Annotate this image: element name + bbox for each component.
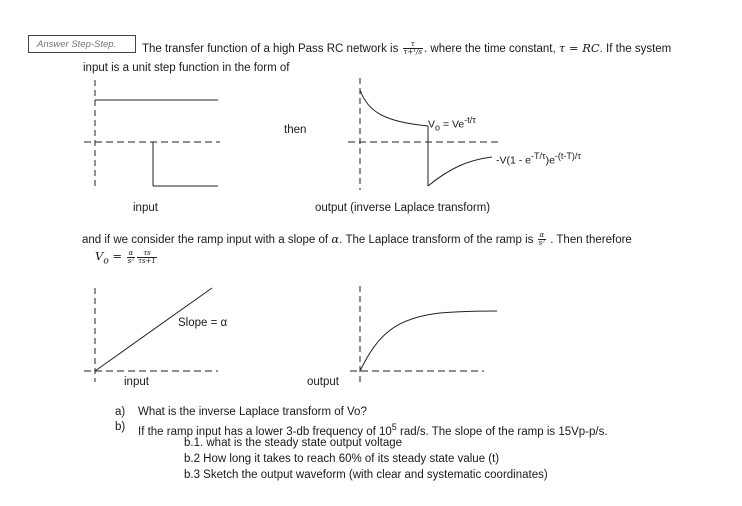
ramp-output-curve [360, 311, 497, 371]
ramp-line-1: and if we consider the ramp input with a slope of α. The Laplace transform of the ramp is $\frac{\alpha}{\text{s²}}$ . Then therefore [82, 231, 632, 248]
then-label: then [284, 124, 307, 136]
ramp-laplace-fraction: $\frac{\alpha}{\text{s²}}$ [538, 231, 546, 248]
vo-formula-label: $V_o = Ve^{-t/\tau}$ [428, 115, 476, 133]
step-input-caption: input [133, 202, 158, 214]
intro-text-1: The transfer function of a high Pass RC network is [142, 43, 402, 55]
question-b-text: If the ramp input has a lower 3-db frequency of $10^5$ rad/s. The slope of the ramp is 15Vp-p/s. [138, 422, 608, 438]
ramp-fraction-2: $\frac{\tau s}{\tau s+1}$ [138, 248, 156, 265]
question-a-text: What is the inverse Laplace transform of Vo? [138, 406, 367, 418]
alpha-symbol: α [331, 232, 340, 246]
intro-text-3: . If the system [599, 43, 672, 55]
tau-equation: τ = RC [558, 41, 600, 55]
intro-text-2: . where the time constant, [424, 43, 559, 55]
ramp-output-equation: $V_o$ = $\frac{\alpha}{\text{s²}}$ $\frac{\tau s}{\tau s+1}$ [95, 248, 156, 267]
ramp-output-caption: output [307, 376, 339, 388]
slope-label: Slope = α [178, 317, 228, 329]
ramp-fraction-1: $\frac{\alpha}{\text{s²}}$ [127, 248, 135, 265]
negative-step-formula-label: $-V(1 - e^{-T/\tau})e^{-(t-T)/\tau}$ [496, 151, 581, 167]
answer-badge: Answer Step-Step. [28, 35, 136, 53]
intro-line-2: input is a unit step function in the form of [83, 62, 290, 74]
transfer-function-fraction: $\frac{\tau}{\text{τ+¹/s}}$ [403, 40, 423, 57]
ramp-input-caption: input [124, 376, 149, 388]
question-b-marker: b) [115, 421, 126, 433]
ramp-input-line [95, 288, 212, 371]
question-a-marker: a) [115, 406, 126, 418]
question-b2: b.2 How long it takes to reach 60% of its steady state value (t) [184, 453, 500, 465]
question-b1: b.1. what is the steady state output voltage [184, 437, 403, 449]
step-output-caption: output (inverse Laplace transform) [315, 202, 491, 214]
question-b3: b.3 Sketch the output waveform (with clear and systematic coordinates) [184, 469, 548, 481]
